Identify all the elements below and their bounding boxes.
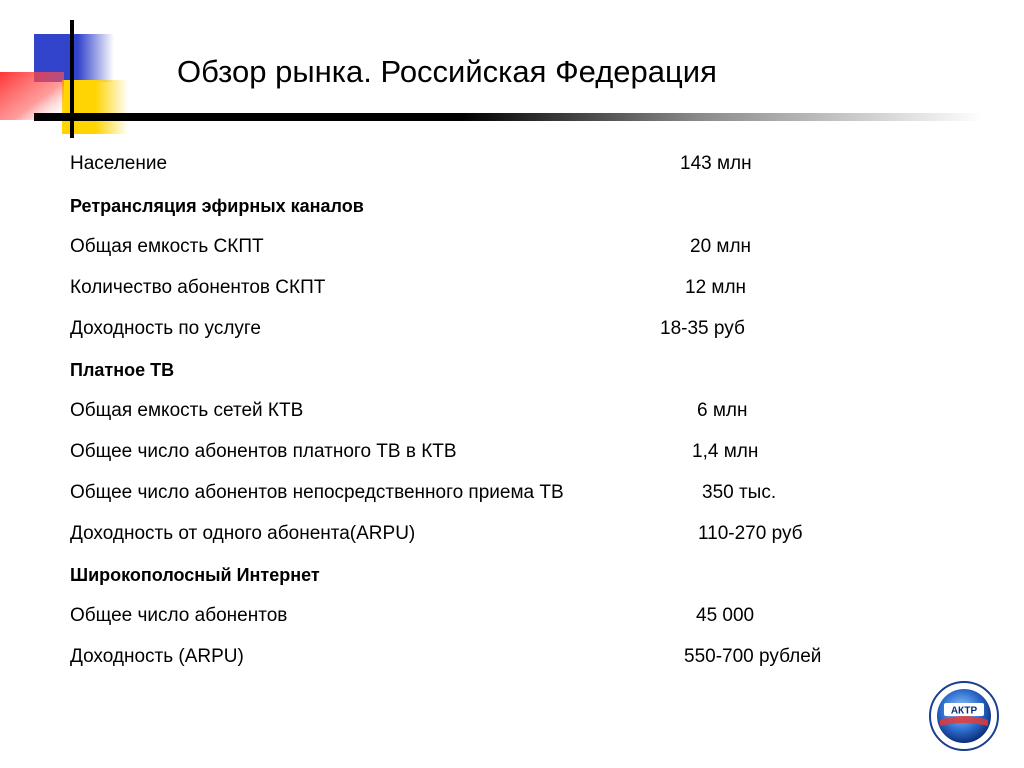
row-label: Общая емкость сетей КТВ (70, 400, 304, 421)
row-value: 20 млн (690, 236, 752, 257)
row-label: Население (70, 153, 168, 174)
row-label: Доходность (ARPU) (70, 646, 244, 667)
row-population (70, 152, 920, 176)
row-value: 18-35 руб (660, 318, 745, 339)
row-service-revenue (70, 317, 920, 341)
row-label: Общее число абонентов платного ТВ в КТВ (70, 441, 457, 462)
row-label: Доходность по услуге (70, 318, 261, 339)
row-broadband-subscribers (70, 604, 920, 628)
slide-title: Обзор рынка. Российская Федерация (177, 54, 717, 89)
row-label: Общая емкость СКПТ (70, 236, 264, 257)
row-dth-subscribers (70, 481, 920, 505)
row-label: Общее число абонентов непосредственного приема ТВ (70, 482, 564, 503)
section-heading: Платное ТВ (70, 360, 175, 380)
row-value: 350 тыс. (702, 482, 777, 503)
row-value: 110-270 руб (698, 523, 803, 544)
aktr-logo-icon (928, 680, 1000, 752)
row-value: 1,4 млн (692, 441, 759, 462)
row-ktv-capacity (70, 399, 920, 423)
row-skpt-capacity (70, 235, 920, 259)
row-label: Доходность от одного абонента(ARPU) (70, 523, 416, 544)
row-broadband-arpu (70, 645, 920, 669)
row-skpt-subscribers (70, 276, 920, 300)
logo-text: АКТР (950, 705, 978, 717)
section-heading: Ретрансляция эфирных каналов (70, 196, 364, 216)
row-label: Общее число абонентов (70, 605, 288, 626)
row-value: 45 000 (696, 605, 755, 626)
row-value: 12 млн (685, 277, 747, 298)
row-value: 143 млн (680, 153, 752, 174)
section-broadband-internet (70, 563, 920, 587)
row-label: Количество абонентов СКПТ (70, 277, 326, 298)
row-ktv-paytv-subscribers (70, 440, 920, 464)
section-pay-tv (70, 358, 920, 382)
section-heading: Широкополосный Интернет (70, 565, 320, 585)
section-broadcast-retransmission (70, 194, 920, 218)
row-arpu-paytv (70, 522, 920, 546)
row-value: 6 млн (697, 400, 748, 421)
title-divider (34, 113, 984, 121)
row-value: 550-700 рублей (684, 646, 822, 667)
